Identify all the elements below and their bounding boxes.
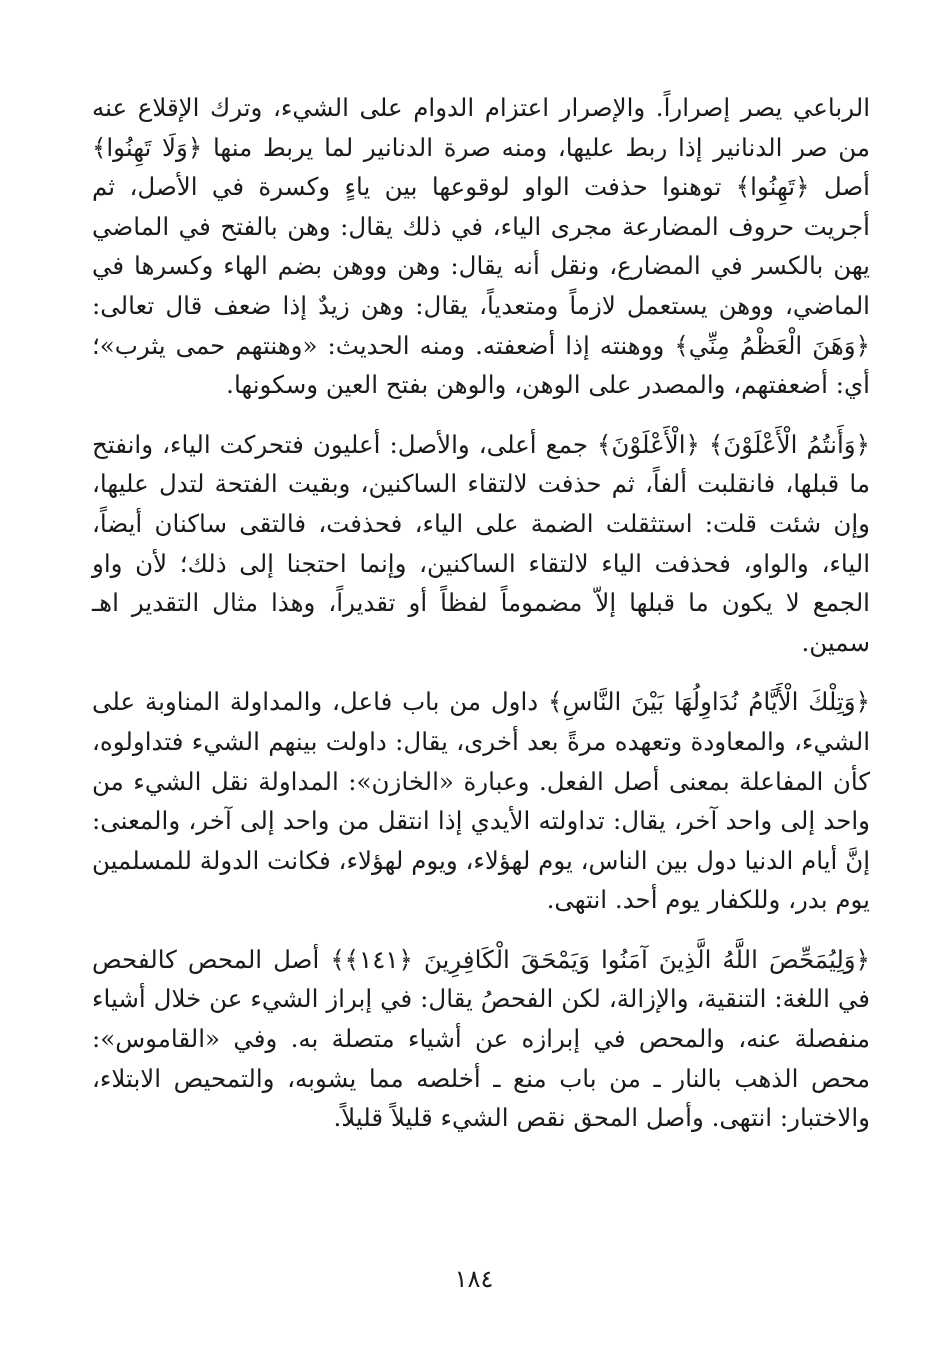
paragraph-ayyam: ﴿وَتِلْكَ الْأَيَّامُ نُدَاوِلُهَا بَيْنَ النَّاسِ﴾ داول من باب فاعل، والمداولة المناوبة على الشيء، والمعاودة وتعهده مرةً بعد أخرى، يقال: داولت بينهم الشيء فتداولوه، كأن المفاعلة بمعنى أصل الفعل. وعبارة «الخازن»: المداولة نقل الشيء من واحد إلى واحد آخر، يقال: تداولته الأيدي إذا انتقل من واحد إلى آخر، والمعنى: إنَّ أيام الدنيا دول بين الناس، يوم لهؤلاء، ويوم لهؤلاء، فكانت الدولة للمسلمين يوم بدر، وللكفار يوم أحد. انتهى. (92, 687, 870, 915)
page-number: ١٨٤ (454, 1265, 494, 1293)
paragraph-tamhis: ﴿وَلِيُمَحِّصَ اللَّهُ الَّذِينَ آمَنُوا وَيَمْحَقَ الْكَافِرِينَ ﴿١٤١﴾﴾ أصل المحص كالفحص في اللغة: التنقية، والإزالة، لكن الفحصُ يقال: في إبراز الشيء عن خلال أشياء منفصلة عنه، والمحص في إبرازه عن أشياء متصلة به. وفي «القاموس»: محص الذهب بالنار ـ من باب منع ـ أخلصه مما يشوبه، والتمحيص الابتلاء، والاختبار: انتهى. وأصل المحق نقص الشيء قليلاً قليلاً. (92, 944, 870, 1133)
page-body (92, 88, 870, 1138)
paragraph-usrar: الرباعي يصر إصراراً. والإصرار اعتزام الدوام على الشيء، وترك الإقلاع عنه من صر الدنانير إذا ربط عليها، ومنه صرة الدنانير لما يربط منها ﴿وَلَا تَهِنُوا﴾ أصل ﴿تَهِنُوا﴾ توهنوا حذفت الواو لوقوعها بين ياءٍ وكسرة في الأصل، ثم أجريت حروف المضارعة مجرى الياء، في ذلك يقال: وهن بالفتح في الماضي يهن بالكسر في المضارع، ونقل أنه يقال: وهن ووهن بضم الهاء وكسرها في الماضي، ووهن يستعمل لازماً ومتعدياً، يقال: وهن زيدٌ إذا ضعف قال تعالى: ﴿وَهَنَ الْعَظْمُ مِنِّي﴾ ووهنته إذا أضعفته. ومنه الحديث: «وهنتهم حمى يثرب»؛ أي: أضعفتهم، والمصدر على الوهن، والوهن بفتح العين وسكونها. (92, 93, 870, 400)
paragraph-alawn: ﴿وَأَنتُمُ الْأَعْلَوْنَ﴾ ﴿الْأَعْلَوْنَ﴾ جمع أعلى، والأصل: أعليون فتحركت الياء، وانفتح ما قبلها، فانقلبت ألفاً، ثم حذفت لالتقاء الساكنين، وبقيت الفتحة لتدل عليها، وإن شئت قلت: استثقلت الضمة على الياء، فحذفت، فالتقى ساكنان أيضاً، الياء، والواو، فحذفت الياء لالتقاء الساكنين، وإنما احتجنا إلى ذلك؛ لأن واو الجمع لا يكون ما قبلها إلاّ مضموماً لفظاً أو تقديراً، وهذا مثال التقدير اهـ سمين. (92, 429, 870, 657)
